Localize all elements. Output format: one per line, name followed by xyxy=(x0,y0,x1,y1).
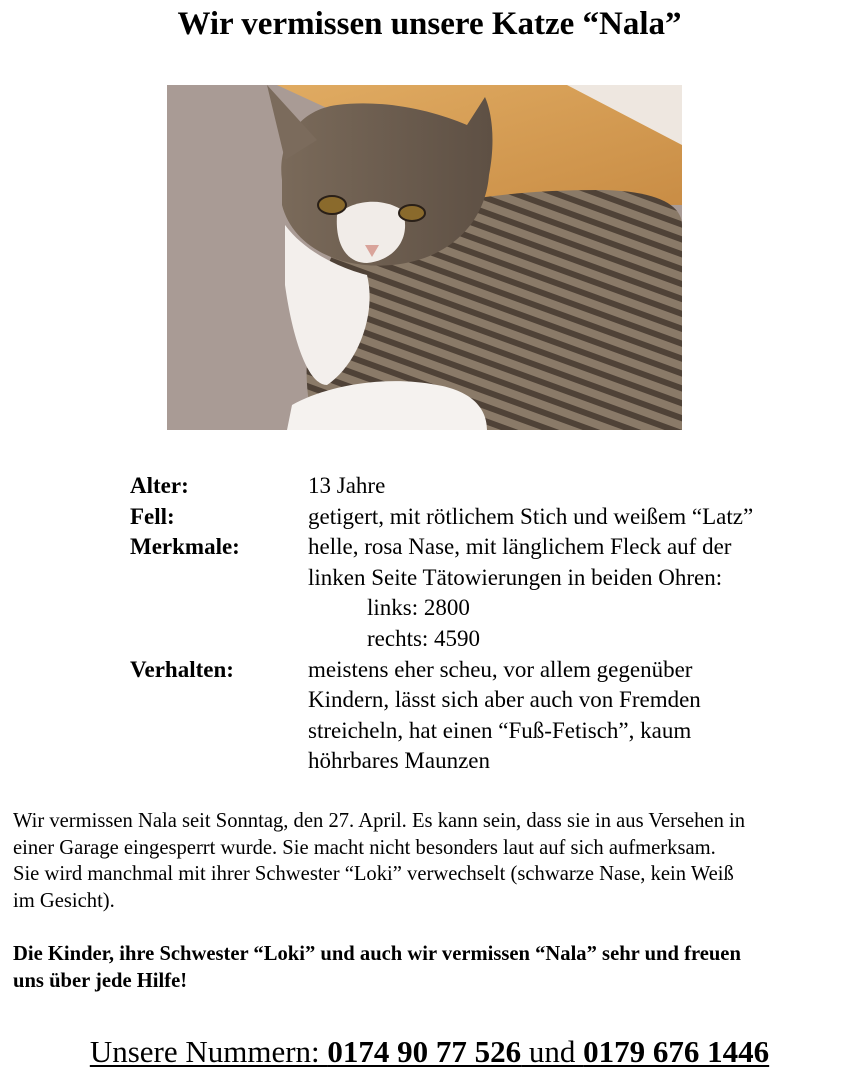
cat-eye-left xyxy=(318,196,346,214)
fact-fur-value: getigert, mit rötlichem Stich und weißem “Latz” xyxy=(308,503,754,529)
story-line: im Gesicht). xyxy=(13,889,115,912)
contact-prefix: Unsere Nummern: xyxy=(89,1034,328,1069)
tattoo-right: rechts: 4590 xyxy=(367,625,481,651)
fact-fur-label: Fell: xyxy=(130,503,175,529)
page-title: Wir vermissen unsere Katze “Nala” xyxy=(177,6,682,42)
fact-features-label: Merkmale: xyxy=(130,534,240,560)
fact-behavior-label: Verhalten: xyxy=(130,656,234,682)
contact-numbers xyxy=(0,1032,859,1072)
fact-age xyxy=(130,471,830,502)
fact-age-value: 13 Jahre xyxy=(308,473,386,498)
appeal-line: Die Kinder, ihre Schwester “Loki” und auch wir vermissen “Nala” sehr und freuen xyxy=(13,943,741,965)
fact-behavior-line: höhrbares Maunzen xyxy=(308,748,491,774)
story-paragraph xyxy=(13,808,848,914)
fact-features-line: linken Seite Tätowierungen in beiden Ohren: xyxy=(308,564,723,590)
cat-photo xyxy=(167,85,682,430)
cat-facts xyxy=(130,471,830,777)
story-line: einer Garage eingesperrt wurde. Sie macht nicht besonders laut auf sich aufmerksam. xyxy=(13,836,716,859)
fact-features xyxy=(130,532,830,654)
fact-age-label: Alter: xyxy=(130,473,189,498)
appeal-line: uns über jede Hilfe! xyxy=(13,970,188,992)
fact-behavior-value xyxy=(308,655,830,777)
contact-line xyxy=(90,1034,769,1069)
story-line: Sie wird manchmal mit ihrer Schwester “Loki” verwechselt (schwarze Nase, kein Weiß xyxy=(13,863,734,885)
fact-behavior-line: Kindern, lässt sich aber auch von Fremden xyxy=(308,687,701,713)
fact-features-line: helle, rosa Nase, mit länglichem Fleck auf der xyxy=(308,534,732,560)
appeal-paragraph xyxy=(13,941,848,995)
fact-behavior-line: meistens eher scheu, vor allem gegenüber xyxy=(308,656,693,682)
cat-eye-right xyxy=(399,205,425,221)
phone-number-1[interactable]: 0174 90 77 526 xyxy=(327,1034,522,1069)
fact-fur xyxy=(130,502,830,533)
phone-number-2[interactable]: 0179 676 1446 xyxy=(583,1034,770,1069)
tattoo-left: links: 2800 xyxy=(367,595,470,621)
fact-behavior-line: streicheln, hat einen “Fuß-Fetisch”, kaum xyxy=(308,717,692,743)
story-line: Wir vermissen Nala seit Sonntag, den 27. April. Es kann sein, dass sie in aus Versehen in xyxy=(13,810,746,832)
fact-behavior xyxy=(130,655,830,777)
fact-features-value xyxy=(308,532,830,654)
cat-photo-illustration xyxy=(167,85,682,430)
contact-joiner: und xyxy=(521,1034,584,1069)
